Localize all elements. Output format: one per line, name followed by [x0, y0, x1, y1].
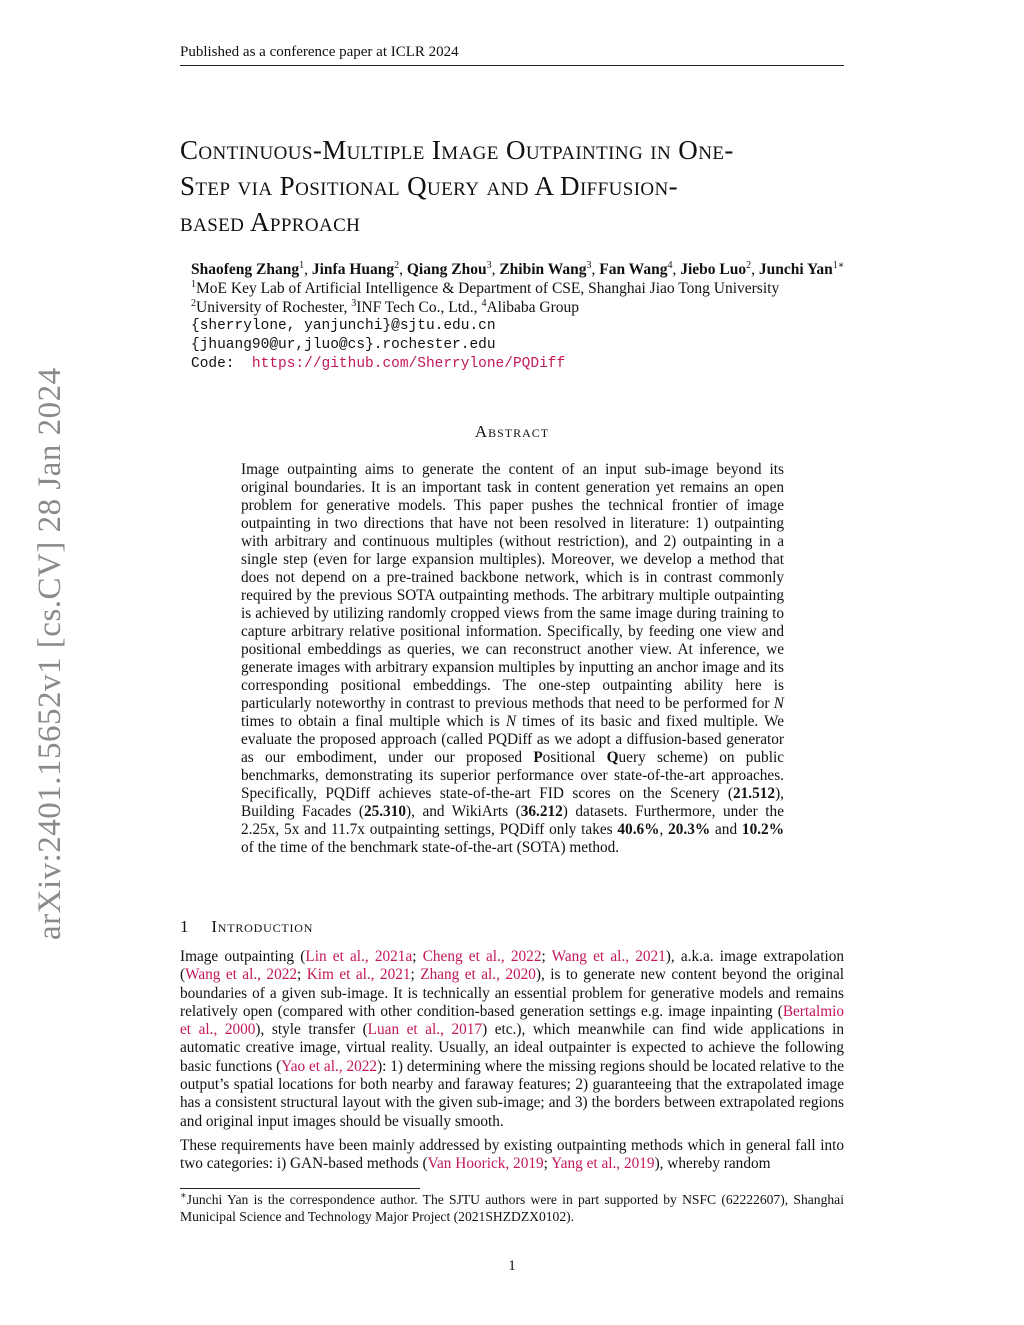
author-name: Jiebo Luo — [680, 261, 747, 278]
paper-title — [180, 132, 850, 240]
citation-link[interactable]: Van Hoorick, 2019 — [427, 1155, 544, 1173]
math-n: N — [505, 713, 517, 730]
author-name: Zhibin Wang — [499, 261, 587, 278]
running-header: Published as a conference paper at ICLR 2024 — [180, 44, 844, 66]
bold-value: 21.512 — [733, 785, 776, 802]
aff-mark: 2 — [191, 297, 196, 309]
title-line-1: Continuous-Multiple Image Outpainting in One- — [180, 135, 734, 165]
footnote-text: Junchi Yan is the correspondence author. The SJTU authors were in part supported by NSFC (62222607), Shanghai Municipal Science and Technology Major Project (2021SHZDZX0102). — [180, 1192, 844, 1224]
intro-text: ; — [410, 966, 421, 984]
citation-link[interactable]: Yang et al., 2019 — [551, 1155, 655, 1173]
author-mark: 3 — [586, 259, 592, 271]
abstract-text: times of its basic and fixed multiple. We evaluate the proposed approach (called PQDiff as we adopt a diffusion-based generator as our embodiment, under our proposed — [241, 713, 784, 766]
affiliation-2 — [191, 298, 911, 317]
page-number: 1 — [508, 1258, 516, 1274]
abstract-text: of the time of the benchmark state-of-the-art (SOTA) method. — [241, 839, 620, 856]
citation-link[interactable]: Wang et al., 2021 — [551, 948, 666, 965]
affiliation-1 — [191, 279, 911, 298]
footnote — [180, 1191, 844, 1225]
intro-text: ): 1) determining where the missing regions should be located relative to the output’s spatial locations for both nearby and faraway features; 2) guaranteeing that the extrapolated image has a consistent structural layout with the given sub-image; and 3) the borders between extrapolated regions and original input images should be visually smooth. — [180, 1057, 844, 1130]
abstract-heading: Abstract — [474, 422, 550, 441]
section-number: 1 — [180, 917, 190, 936]
code-label: Code: — [191, 356, 235, 372]
abstract-text: uery scheme) on public benchmarks, demonstrating its superior performance over state-of-the-art approaches. Specifically, PQDiff achieves state-of-the-art FID scores on the Scenery ( — [241, 749, 784, 802]
email-line-1: {sherrylone, yanjunchi}@sjtu.edu.cn — [191, 318, 496, 334]
aff-text: MoE Key Lab of Artificial Intelligence & Department of CSE, Shanghai Jiao Tong University — [196, 280, 780, 297]
citation-link[interactable]: Yao et al., 2022 — [281, 1057, 378, 1075]
intro-text: ; — [412, 948, 423, 965]
aff-text: University of Rochester, — [196, 299, 352, 316]
author-mark: 2 — [394, 259, 400, 271]
author-name: Qiang Zhou — [406, 261, 487, 278]
citation-link[interactable]: Luan et al., 2017 — [367, 1021, 483, 1039]
author-block — [191, 260, 911, 374]
bold-letter: P — [533, 749, 543, 766]
author-mark: 3 — [486, 259, 492, 271]
bold-value: 10.2% — [741, 821, 784, 838]
intro-text: ), whereby random — [654, 1155, 771, 1173]
section-title: Introduction — [211, 917, 314, 936]
intro-paragraph-2 — [180, 1137, 844, 1174]
intro-text: Image outpainting ( — [180, 948, 306, 965]
footnote-mark: ∗ — [180, 1190, 187, 1202]
citation-link[interactable]: Kim et al., 2021 — [306, 966, 411, 984]
abstract-text: ), and WikiArts ( — [406, 803, 521, 820]
citation-link[interactable]: Bertalmio et al., 2000 — [180, 1002, 844, 1039]
bold-value: 40.6% — [617, 821, 660, 838]
title-line-3: based Approach — [180, 207, 361, 237]
bold-value: 20.3% — [668, 821, 711, 838]
abstract-text: times to obtain a final multiple which is — [241, 713, 506, 730]
abstract-text: ) datasets. Furthermore, under the 2.25x, 5x and 11.7x outpainting settings, PQDiff only takes — [241, 803, 784, 838]
abstract-text: and — [710, 821, 742, 838]
introduction-body — [180, 948, 844, 1180]
aff-mark: 1 — [191, 278, 196, 290]
abstract-text: Image outpainting aims to generate the content of an input sub-image beyond its original boundaries. It is an important task in content generation yet remains an open problem for generative models. This paper pushes the technical frontier of image outpainting in two directions that have not been resolved in literature: 1) outpainting with arbitrary and continuous multiples (without restriction), and 2) outpainting in a single step (even for large expansion multiples). Moreover, we develop a method that does not depend on a pre-trained backbone network, which is in contrast commonly required by the previous SOTA outpainting methods. The arbitrary multiple outpainting is achieved by utilizing randomly cropped views from the same image during training to capture arbitrary relative positional information. Specifically, by feeding one view and positional embeddings as queries, we can reconstruct another view. At inference, we generate images with arbitrary expansion multiples by inputting an anchor image and its corresponding positional embeddings. The one-step outpainting ability here is particularly noteworthy in contrast to previous methods that need to be performed for — [241, 461, 784, 712]
aff-mark: 3 — [351, 297, 357, 309]
author-name: Jinfa Huang — [311, 261, 395, 278]
author-mark: 2 — [746, 259, 752, 271]
aff-text: INF Tech Co., Ltd., — [356, 299, 482, 316]
abstract-text: ositional — [542, 749, 607, 766]
author-mark: 1 — [299, 259, 305, 271]
title-line-2: Step via Positional Query and A Diffusion- — [180, 171, 679, 201]
author-mark: 4 — [667, 259, 673, 271]
citation-link[interactable]: Zhang et al., 2020 — [420, 966, 536, 984]
code-link[interactable]: https://github.com/Sherrylone/PQDiff — [251, 356, 566, 372]
abstract-text: , — [659, 821, 669, 838]
author-name: Junchi Yan — [758, 261, 833, 278]
math-n: N — [773, 695, 784, 712]
intro-text: ; — [297, 966, 307, 984]
email-line-2: {jhuang90@ur,jluo@cs}.rochester.edu — [191, 337, 496, 353]
section-heading-introduction — [180, 917, 313, 937]
citation-link[interactable]: Wang et al., 2022 — [185, 966, 298, 984]
citation-link[interactable]: Cheng et al., 2022 — [422, 948, 542, 965]
bold-letter: Q — [606, 749, 619, 766]
author-names: Shaofeng Zhang$^1$, Jinfa Huang$^2$, Qiang Zhou$^3$, Zhibin Wang$^3$, Fan Wang$^4$, Jiebo Luo$^2$, Junchi Yan$^{1∗}$ — [191, 259, 845, 278]
code-line — [191, 355, 911, 374]
intro-text: ) etc.), which meanwhile can find wide applications in automatic creative image, virtual reality. Usually, an ideal outpainter is expected to achieve the following basic functions ( — [180, 1021, 844, 1075]
abstract-text: ), Building Facades ( — [241, 785, 784, 820]
aff-text: Alibaba Group — [486, 299, 579, 316]
author-mark: 1∗ — [832, 259, 845, 271]
bold-value: 36.212 — [520, 803, 563, 820]
bold-value: 25.310 — [363, 803, 407, 820]
intro-text: ; — [541, 948, 552, 965]
intro-text: ), a.k.a. image extrapolation ( — [180, 948, 845, 984]
intro-text: ), is to generate new content beyond the original boundaries of a given sub-image. It is technically an essential problem for generative models and remains relatively open (compared with other condition-based generation settings e.g. image inpainting ( — [180, 966, 844, 1020]
footnote-rule — [180, 1188, 420, 1189]
intro-paragraph-1 — [180, 948, 844, 1131]
author-name: Fan Wang — [599, 261, 668, 278]
author-name: Shaofeng Zhang — [191, 261, 300, 278]
arxiv-sidebar-stamp: arXiv:2401.15652v1 [cs.CV] 28 Jan 2024 — [32, 367, 68, 940]
intro-text: ; — [543, 1155, 552, 1173]
abstract-body — [241, 461, 784, 857]
intro-text: These requirements have been mainly addressed by existing outpainting methods which in general fall into two categories: i) GAN-based methods ( — [180, 1136, 844, 1173]
citation-link[interactable]: Lin et al., 2021a — [305, 948, 413, 965]
intro-text: ), style transfer ( — [255, 1021, 368, 1039]
aff-mark: 4 — [481, 297, 487, 309]
